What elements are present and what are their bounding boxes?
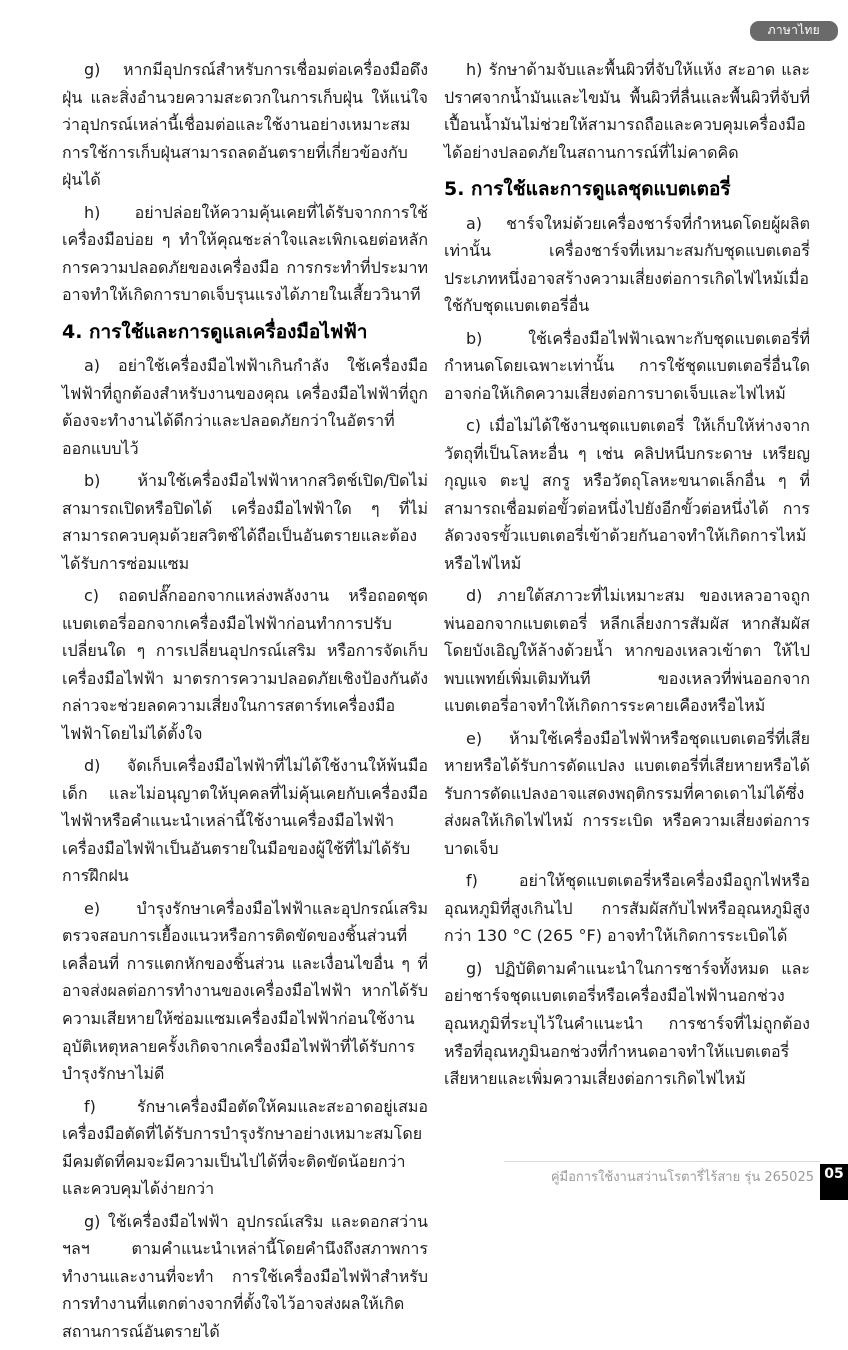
- footer-divider: [504, 1161, 820, 1162]
- section-4-item-c: c) ถอดปลั๊กออกจากแหล่งพลังงาน หรือถอดชุดแบตเตอรี่ออกจากเครื่องมือไฟฟ้าก่อนทำการปรับเปลี่ยนใด ๆ การเปลี่ยนอุปกรณ์เสริม หรือการจัดเก็บเครื่องมือไฟฟ้า มาตรการความปลอดภัยเชิงป้องกันดังกล่าวจะช่วยลดความเสี่ยงในการสตาร์ทเครื่องมือไฟฟ้าโดยไม่ได้ตั้งใจ: [62, 586, 428, 743]
- section-4-heading: 4. การใช้และการดูแลเครื่องมือไฟฟ้า: [62, 320, 368, 343]
- section-4-item-g: g) ใช้เครื่องมือไฟฟ้า อุปกรณ์เสริม และดอกสว่าน ฯลฯ ตามคำแนะนำเหล่านี้โดยคำนึงถึงสภาพการทำงานและงานที่จะทำ การใช้เครื่องมือไฟฟ้าสำหรับการทำงานที่แตกต่างจากที่ตั้งใจไว้อาจส่งผลให้เกิดสถานการณ์อันตรายได้: [62, 1211, 428, 1341]
- section-4-item-b: b) ห้ามใช้เครื่องมือไฟฟ้าหากสวิตช์เปิด/ปิดไม่สามารถเปิดหรือปิดได้ เครื่องมือไฟฟ้าใด ๆ ที่ไม่สามารถควบคุมด้วยสวิตช์ได้ถือเป็นอันตรายและต้องได้รับการซ่อมแซม: [62, 471, 428, 573]
- safety-item-h: h) อย่าปล่อยให้ความคุ้นเคยที่ได้รับจากการใช้เครื่องมือบ่อย ๆ ทำให้คุณชะล่าใจและเพิกเฉยต่อหลักการความปลอดภัยของเครื่องมือ การกระทำที่ประมาทอาจทำให้เกิดการบาดเจ็บรุนแรงได้ภายในเสี้ยววินาที: [62, 202, 428, 305]
- section-5-item-c: c) เมื่อไม่ได้ใช้งานชุดแบตเตอรี่ ให้เก็บให้ห่างจากวัตถุที่เป็นโลหะอื่น ๆ เช่น คลิปหนีบกระดาษ เหรียญ กุญแจ ตะปู สกรู หรือวัตถุโลหะขนาดเล็กอื่น ๆ ที่สามารถเชื่อมต่อขั้วต่อหนึ่งไปยังอีกขั้วต่อหนึ่งได้ การลัดวงจรขั้วแบตเตอรี่เข้าด้วยกันอาจทำให้เกิดการไหม้หรือไฟไหม้: [444, 416, 810, 573]
- left-column: [62, 56, 428, 1350]
- section-5-item-a: a) ชาร์จใหม่ด้วยเครื่องชาร์จที่กำหนดโดยผู้ผลิตเท่านั้น เครื่องชาร์จที่เหมาะสมกับชุดแบตเตอรี่ประเภทหนึ่งอาจสร้างความเสี่ยงต่อการเกิดไฟไหม้เมื่อใช้กับชุดแบตเตอรี่อื่น: [444, 213, 810, 316]
- section-5-item-d: d) ภายใต้สภาวะที่ไม่เหมาะสม ของเหลวอาจถูกพ่นออกจากแบตเตอรี่ หลีกเลี่ยงการสัมผัส หากสัมผัสโดยบังเอิญให้ล้างด้วยน้ำ หากของเหลวเข้าตา ให้ไปพบแพทย์เพิ่มเติมทันที ของเหลวที่พ่นออกจากแบตเตอรี่อาจทำให้เกิดการระคายเคืองหรือไหม้: [444, 586, 810, 716]
- footer-manual-title: คู่มือการใช้งานสว่านโรตารี่ไร้สาย รุ่น 265025: [550, 1170, 814, 1185]
- section-5-item-e: e) ห้ามใช้เครื่องมือไฟฟ้าหรือชุดแบตเตอรี่ที่เสียหายหรือได้รับการดัดแปลง แบตเตอรี่ที่เสียหายหรือได้รับการดัดแปลงอาจแสดงพฤติกรรมที่คาดเดาไม่ได้ซึ่งส่งผลให้เกิดไฟไหม้ การระเบิด หรือความเสี่ยงต่อการบาดเจ็บ: [444, 728, 810, 858]
- section-5-item-f: f) อย่าให้ชุดแบตเตอรี่หรือเครื่องมือถูกไฟหรืออุณหภูมิที่สูงเกินไป การสัมผัสกับไฟหรืออุณหภูมิสูงกว่า 130 °C (265 °F) อาจทำให้เกิดการระเบิดได้: [444, 871, 810, 946]
- safety-item-g: g) หากมีอุปกรณ์สำหรับการเชื่อมต่อเครื่องมือดึงฝุ่น และสิ่งอำนวยความสะดวกในการเก็บฝุ่น ให้แน่ใจว่าอุปกรณ์เหล่านี้เชื่อมต่อและใช้งานอย่างเหมาะสม การใช้การเก็บฝุ่นสามารถลดอันตรายที่เกี่ยวข้องกับฝุ่นได้: [62, 60, 428, 190]
- section-5-item-g: g) ปฏิบัติตามคำแนะนำในการชาร์จทั้งหมด และอย่าชาร์จชุดแบตเตอรี่หรือเครื่องมือไฟฟ้านอกช่วงอุณหภูมิที่ระบุไว้ในคำแนะนำ การชาร์จที่ไม่ถูกต้องหรือที่อุณหภูมินอกช่วงที่กำหนดอาจทำให้แบตเตอรี่เสียหายและเพิ่มความเสี่ยงต่อการเกิดไฟไหม้: [444, 958, 810, 1089]
- language-tab: ภาษาไทย: [750, 21, 838, 41]
- section-4-item-e: e) บำรุงรักษาเครื่องมือไฟฟ้าและอุปกรณ์เสริม ตรวจสอบการเยื้องแนวหรือการติดขัดของชิ้นส่วนที่เคลื่อนที่ การแตกหักของชิ้นส่วน และเงื่อนไขอื่น ๆ ที่อาจส่งผลต่อการทำงานของเครื่องมือไฟฟ้า หากได้รับความเสียหายให้ซ่อมแซมเครื่องมือไฟฟ้าก่อนใช้งาน อุบัติเหตุหลายครั้งเกิดจากเครื่องมือไฟฟ้าที่ได้รับการบำรุงรักษาไม่ดี: [62, 898, 428, 1084]
- section-4-item-a: a) อย่าใช้เครื่องมือไฟฟ้าเกินกำลัง ใช้เครื่องมือไฟฟ้าที่ถูกต้องสำหรับงานของคุณ เครื่องมือไฟฟ้าที่ถูกต้องจะทำงานได้ดีกว่าและปลอดภัยกว่าในอัตราที่ออกแบบไว้: [62, 356, 428, 458]
- safety-item-h2: h) รักษาด้ามจับและพื้นผิวที่จับให้แห้ง สะอาด และปราศจากน้ำมันและไขมัน พื้นผิวที่ลื่นและพื้นผิวที่จับที่เปื้อนน้ำมันไม่ช่วยให้สามารถถือและควบคุมเครื่องมือได้อย่างปลอดภัยในสถานการณ์ที่ไม่คาดคิด: [444, 60, 810, 162]
- section-5-item-b: b) ใช้เครื่องมือไฟฟ้าเฉพาะกับชุดแบตเตอรี่ที่กำหนดโดยเฉพาะเท่านั้น การใช้ชุดแบตเตอรี่อื่นใดอาจก่อให้เกิดความเสี่ยงต่อการบาดเจ็บและไฟไหม้: [444, 328, 810, 403]
- page-number-badge: 05: [820, 1164, 848, 1200]
- section-4-item-f: f) รักษาเครื่องมือตัดให้คมและสะอาดอยู่เสมอ เครื่องมือตัดที่ได้รับการบำรุงรักษาอย่างเหมาะสมโดยมีคมตัดที่คมจะมีความเป็นไปได้ที่จะติดขัดน้อยกว่า และควบคุมได้ง่ายกว่า: [62, 1096, 428, 1199]
- right-column: [444, 56, 810, 1350]
- page-content: [62, 56, 810, 1350]
- section-5-heading: 5. การใช้และการดูแลชุดแบตเตอรี่: [444, 178, 731, 201]
- section-4-item-d: d) จัดเก็บเครื่องมือไฟฟ้าที่ไม่ได้ใช้งานให้พ้นมือเด็ก และไม่อนุญาตให้บุคคลที่ไม่คุ้นเคยกับเครื่องมือไฟฟ้าหรือคำแนะนำเหล่านี้ใช้งานเครื่องมือไฟฟ้า เครื่องมือไฟฟ้าเป็นอันตรายในมือของผู้ใช้ที่ไม่ได้รับการฝึกฝน: [62, 756, 428, 886]
